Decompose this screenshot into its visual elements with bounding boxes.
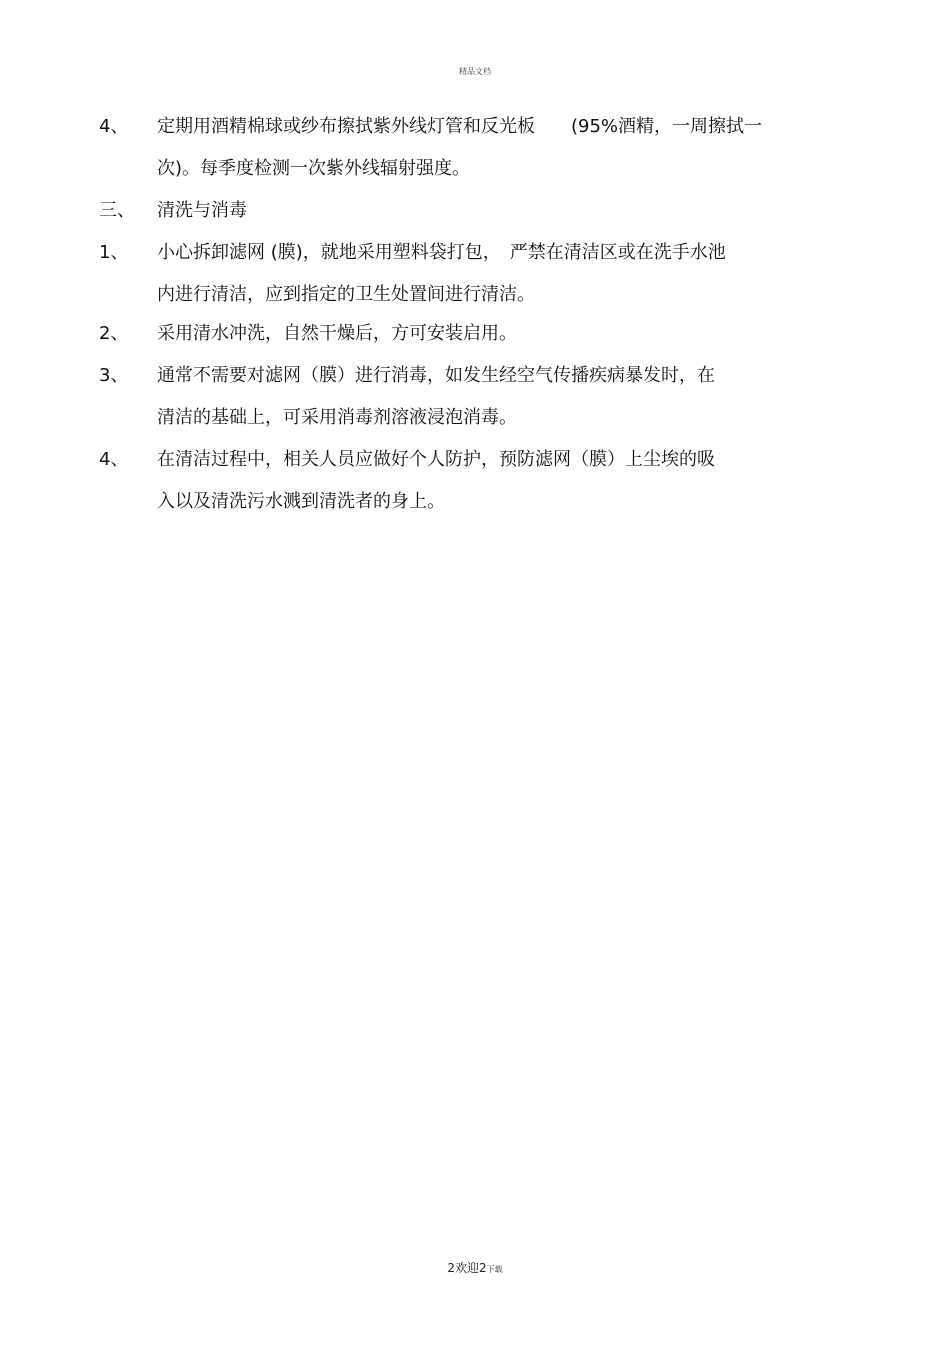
item-text-line: 内进行清洁，应到指定的卫生处置间进行清洁。	[157, 284, 535, 305]
item-number: 2、	[99, 323, 129, 344]
item-number: 3、	[99, 365, 129, 386]
item-text-line: 在清洁过程中，相关人员应做好个人防护，预防滤网（膜）上尘埃的吸	[157, 449, 715, 470]
item-text-line: 入以及清洗污水溅到清洗者的身上。	[157, 491, 445, 512]
item-text-line: 次)。每季度检测一次紫外线辐射强度。	[157, 158, 471, 179]
footer-note: 下载	[486, 1265, 503, 1274]
header-note: 精品文档	[459, 67, 491, 76]
item-text-line: 采用清水冲洗，自然干燥后，方可安装启用。	[157, 323, 517, 344]
item-number: 4、	[99, 449, 129, 470]
item-number: 4、	[99, 116, 129, 137]
page-number: 2欢迎2	[447, 1261, 487, 1275]
item-text-line: 小心拆卸滤网 (膜)，就地采用塑料袋打包， 严禁在清洁区或在洗手水池	[157, 242, 726, 263]
item-text-line: 定期用酒精棉球或纱布擦拭紫外线灯管和反光板 (95%酒精，一周擦拭一	[157, 116, 763, 137]
section-number: 三、	[99, 200, 135, 221]
page-footer	[0, 1259, 950, 1276]
item-text-line: 通常不需要对滤网（膜）进行消毒，如发生经空气传播疾病暴发时，在	[157, 365, 715, 386]
item-number: 1、	[99, 242, 129, 263]
section-title: 清洗与消毒	[157, 200, 247, 221]
item-text-line: 清洁的基础上，可采用消毒剂溶液浸泡消毒。	[157, 407, 517, 428]
